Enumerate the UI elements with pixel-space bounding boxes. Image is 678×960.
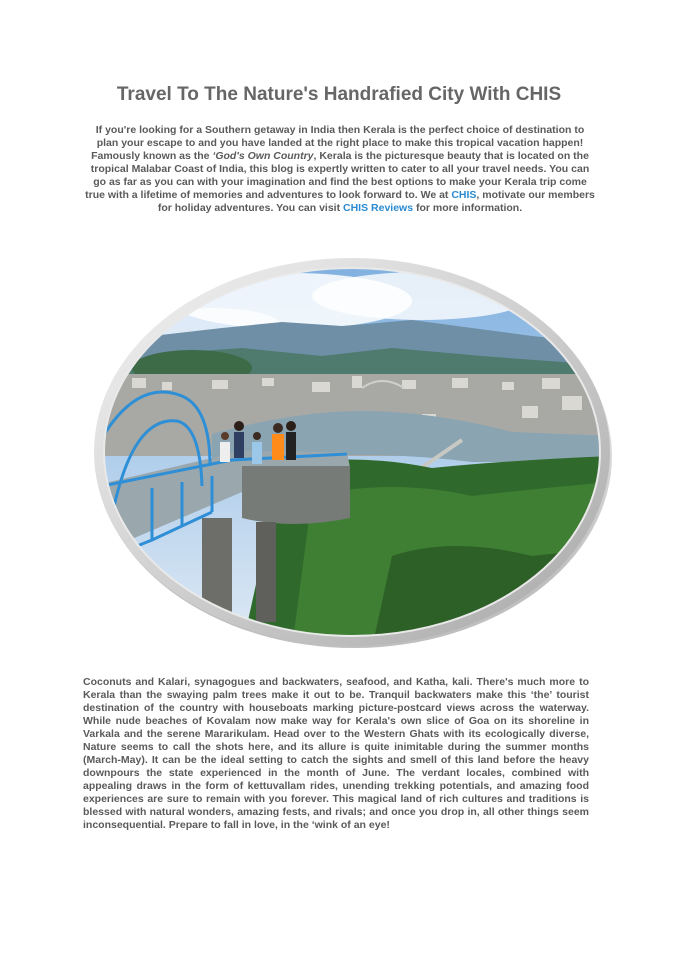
chis-reviews-link[interactable]: CHIS Reviews [343, 202, 414, 214]
intro-text-1: If you're looking for a Southern getaway in India then Kerala is the perfect choice of destination to plan your escape to and you have landed at the right place to make this tropical vacation happen! Famously known as the [91, 124, 585, 162]
deck-pillar [256, 522, 276, 622]
intro-emphasis: ‘God's Own Country [212, 150, 314, 162]
intro-text-3: , motivate our members for holiday adventures. You can visit [157, 189, 595, 214]
page-title: Travel To The Nature's Handrafied City With CHIS [116, 84, 562, 105]
chis-link[interactable]: CHIS [451, 189, 477, 201]
city-photo [92, 256, 612, 648]
intro-text-2: , Kerala is the picturesque beauty that is located on the tropical Malabar Coast of India, this blog is expertly written to cater to all your travel needs. You can go as far as you can with your imagination and find the best options to make your Kerala trip come true with a lifetime of memories and adventures to look forward to. We at [85, 150, 590, 201]
deck-tower [242, 466, 350, 524]
intro-paragraph [84, 124, 596, 215]
city-photo-illustration [92, 256, 612, 648]
intro-text-4: for more information. [413, 202, 523, 214]
body-paragraph: Coconuts and Kalari, synagogues and backwaters, seafood, and Katha, kali. There's much more to Kerala than the swaying palm trees make it out to be. Tranquil backwaters make this ‘the’ tourist destination of the country with houseboats marking picture-postcard views across the waterway. While nude beaches of Kovalam now make way for Kerala's own slice of Goa on its shoreline in Varkala and the serene Mararikulam. Head over to the Western Ghats with its ecologically diverse, Nature seems to call the shots here, and its allure is quite inimitable during the summer months (March-May). It can be the ideal setting to catch the sights and smell of this land before the heavy downpours the state experienced in the month of June. The verdant locales, combined with appealing draws in the form of kettuvallam rides, unending trekking potentials, and amazing food experiences are sure to remain with you forever. This magical land of rich cultures and traditions is blessed with natural wonders, amazing fests, and rivals; and once you drop in, all other things seem inconsequential. Prepare to fall in love, in the ‘wink of an eye! [83, 676, 589, 831]
